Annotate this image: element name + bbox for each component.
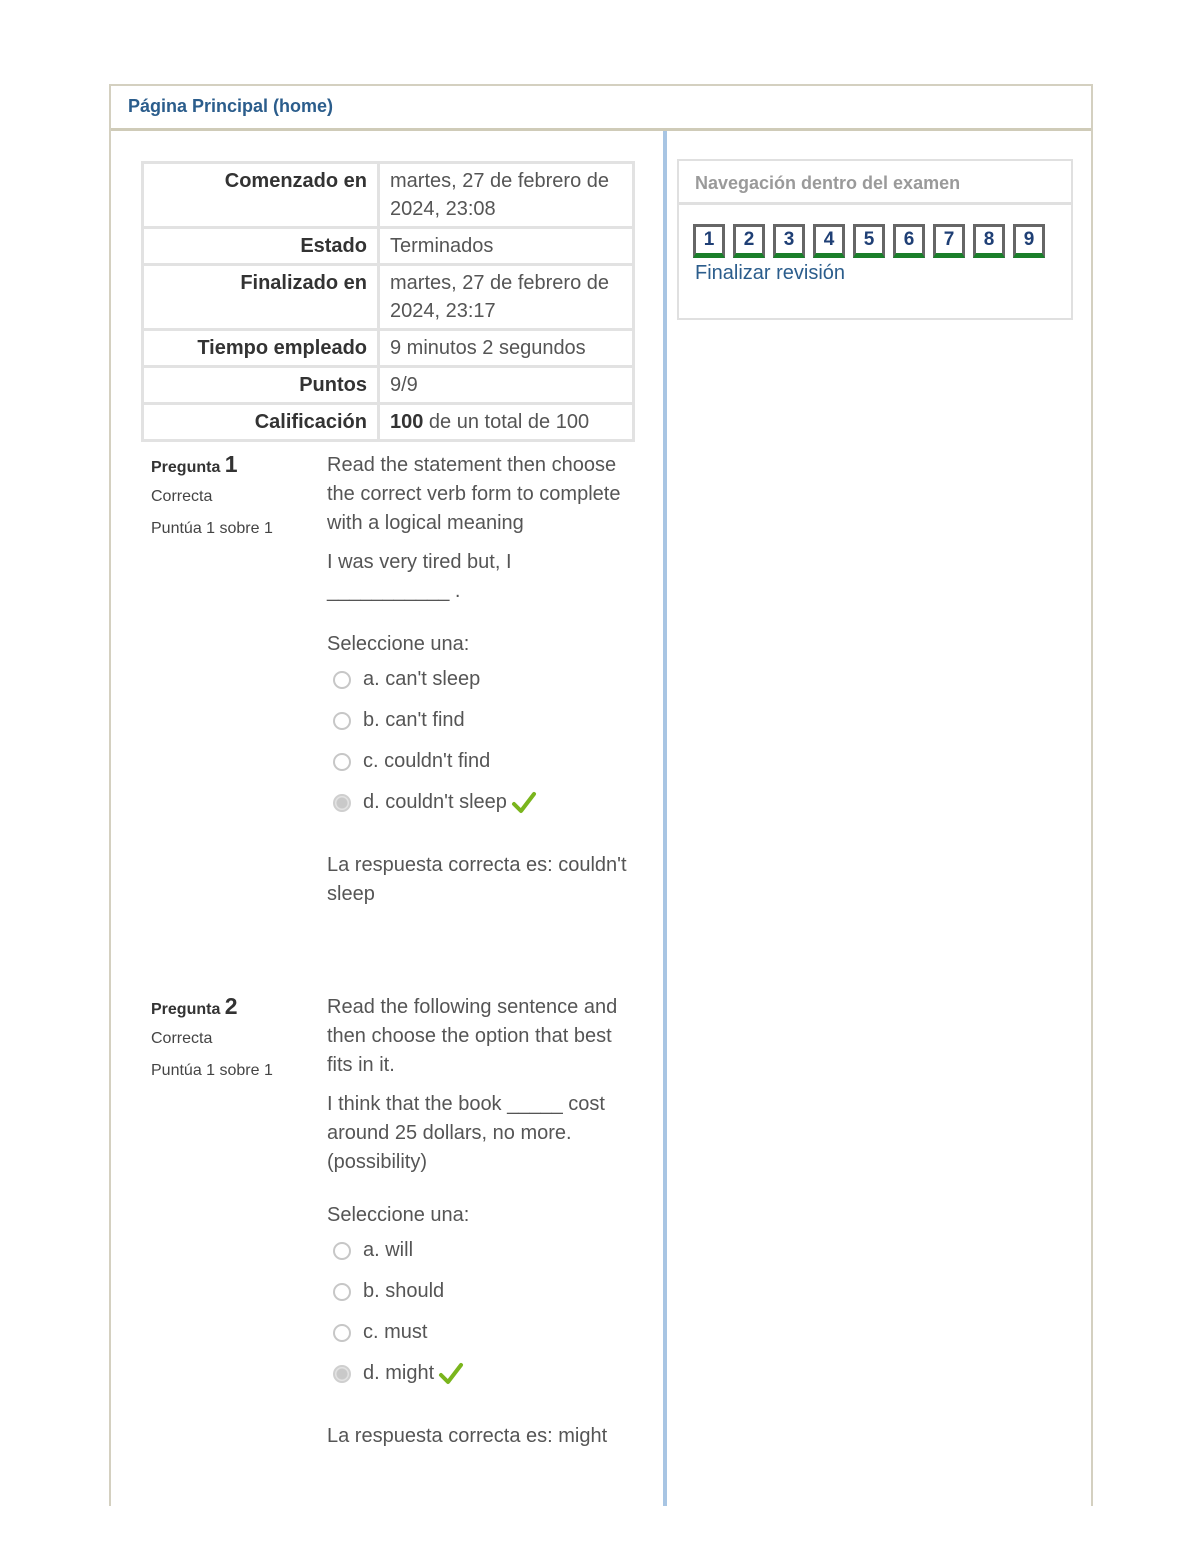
radio-icon[interactable] (333, 1283, 351, 1301)
answer-option[interactable] (333, 741, 627, 782)
checkmark-icon (511, 790, 537, 816)
question-nav-buttons (693, 224, 1071, 258)
grade-total: de un total de 100 (423, 411, 590, 433)
summary-row (143, 163, 634, 228)
option-label: c. couldn't find (363, 750, 491, 772)
question-sentence: I was very tired but, I ___________ . (327, 551, 512, 602)
summary-value: 9/9 (379, 367, 634, 404)
summary-label: Estado (143, 228, 379, 265)
question-grade: Puntúa 1 sobre 1 (151, 1062, 273, 1079)
radio-icon[interactable] (333, 1242, 351, 1260)
question-nav-button-8[interactable]: 8 (973, 224, 1005, 258)
summary-value: Terminados (379, 228, 634, 265)
answer-option[interactable] (333, 700, 627, 741)
radio-icon[interactable] (333, 671, 351, 689)
question-nav-button-6[interactable]: 6 (893, 224, 925, 258)
option-label: b. can't find (363, 709, 465, 731)
question-text: Read the following sentence and then choose the option that best fits in it. (327, 996, 618, 1076)
question-num: 2 (224, 993, 238, 1019)
radio-selected-icon[interactable] (333, 1365, 351, 1383)
option-label: a. will (363, 1239, 414, 1261)
summary-row (143, 404, 634, 441)
question-label: Pregunta (151, 459, 221, 476)
question-nav-button-1[interactable]: 1 (693, 224, 725, 258)
quiz-navigation-title: Navegación dentro del examen (679, 161, 1071, 205)
summary-row (143, 265, 634, 330)
column-divider (663, 131, 667, 1506)
summary-value: 9 minutos 2 segundos (379, 330, 634, 367)
question-nav-button-3[interactable]: 3 (773, 224, 805, 258)
option-label: d. might (363, 1362, 435, 1384)
question-nav-button-2[interactable]: 2 (733, 224, 765, 258)
correct-answer-text: La respuesta correcta es: might (327, 1425, 608, 1447)
option-label: b. should (363, 1280, 445, 1302)
attempt-summary-table (141, 161, 635, 442)
question-info (151, 993, 311, 1080)
home-link[interactable]: Página Principal (home) (128, 96, 334, 116)
checkmark-icon (438, 1361, 464, 1387)
question-content (327, 993, 627, 1451)
summary-row (143, 367, 634, 404)
summary-label: Calificación (143, 404, 379, 441)
answer-option[interactable] (333, 1230, 627, 1271)
summary-label: Puntos (143, 367, 379, 404)
radio-icon[interactable] (333, 1324, 351, 1342)
quiz-navigation-block (677, 159, 1073, 320)
summary-value (379, 404, 634, 441)
summary-row (143, 330, 634, 367)
summary-row (143, 228, 634, 265)
option-label: a. can't sleep (363, 668, 481, 690)
answer-option[interactable] (333, 1271, 627, 1312)
radio-icon[interactable] (333, 753, 351, 771)
question-nav-button-4[interactable]: 4 (813, 224, 845, 258)
top-bar (111, 86, 1091, 131)
question-number (151, 451, 311, 478)
grade-value: 100 (390, 411, 424, 433)
option-label: d. couldn't sleep (363, 791, 507, 813)
answer-option[interactable] (333, 1312, 627, 1353)
question-content (327, 451, 627, 909)
correct-answer-text: La respuesta correcta es: couldn't sleep (327, 854, 627, 905)
summary-label: Finalizado en (143, 265, 379, 330)
question-num: 1 (224, 451, 238, 477)
summary-value: martes, 27 de febrero de 2024, 23:08 (379, 163, 634, 228)
radio-selected-icon[interactable] (333, 794, 351, 812)
summary-value: martes, 27 de febrero de 2024, 23:17 (379, 265, 634, 330)
question-text: Read the statement then choose the correct verb form to complete with a logical meaning (327, 454, 621, 534)
option-label: c. must (363, 1321, 428, 1343)
question-sentence: I think that the book _____ cost around 25 dollars, no more. (possibility) (327, 1093, 605, 1173)
answer-option-selected[interactable] (333, 1353, 627, 1394)
summary-label: Tiempo empleado (143, 330, 379, 367)
question-number (151, 993, 311, 1020)
question-nav-button-7[interactable]: 7 (933, 224, 965, 258)
select-prompt: Seleccione una: (327, 1204, 470, 1226)
answer-option[interactable] (333, 659, 627, 700)
question-state: Correcta (151, 488, 213, 505)
radio-icon[interactable] (333, 712, 351, 730)
finish-review-link[interactable]: Finalizar revisión (695, 262, 846, 284)
question-state: Correcta (151, 1030, 213, 1047)
page-frame (109, 84, 1093, 1506)
question-label: Pregunta (151, 1001, 221, 1018)
question-info (151, 451, 311, 538)
question-grade: Puntúa 1 sobre 1 (151, 520, 273, 537)
select-prompt: Seleccione una: (327, 633, 470, 655)
summary-label: Comenzado en (143, 163, 379, 228)
question-nav-button-5[interactable]: 5 (853, 224, 885, 258)
answer-option-selected[interactable] (333, 782, 627, 823)
question-nav-button-9[interactable]: 9 (1013, 224, 1045, 258)
